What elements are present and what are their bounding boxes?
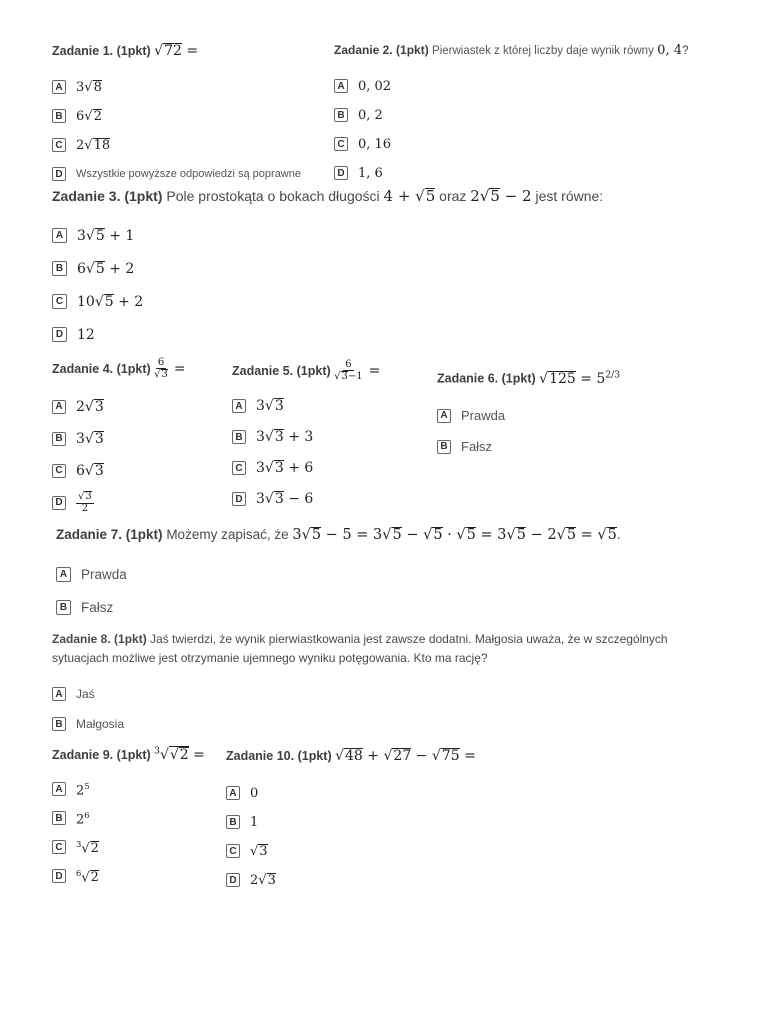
- radicand: 27: [393, 748, 412, 764]
- root-index: 6: [76, 867, 82, 878]
- option-badge: D: [52, 869, 66, 883]
- option-value: Prawda: [461, 408, 506, 424]
- option-b[interactable]: [52, 804, 205, 833]
- option-badge: D: [226, 873, 240, 887]
- radicand: 48: [345, 748, 363, 764]
- option-a[interactable]: A 3√5 + 1: [52, 219, 603, 252]
- numerator: 3: [85, 491, 92, 503]
- question-9-header: Zadanie 9. (1pkt) $^3$√√2 =: [52, 746, 205, 763]
- question-8: [52, 630, 716, 739]
- question-7: [56, 527, 621, 624]
- question-text: Pierwiastek z której liczby daje wynik równy: [432, 45, 654, 57]
- points: (1pkt): [501, 371, 536, 386]
- radicand: 5: [425, 187, 436, 205]
- option-b[interactable]: B 6√2: [52, 102, 301, 131]
- radicand: 5: [95, 260, 105, 277]
- option-a[interactable]: [437, 400, 620, 431]
- option-badge: A: [52, 400, 66, 414]
- points: (1pkt): [124, 188, 163, 204]
- option-badge: C: [334, 137, 348, 151]
- root-index: 3: [154, 746, 160, 757]
- question-5-header: Zadanie 5. (1pkt) $\frac{6}{√3-1}$ =: [232, 359, 381, 382]
- option-badge: B: [52, 717, 66, 731]
- radicand: 5: [490, 187, 500, 205]
- root-index: 3: [76, 838, 82, 849]
- points: (1pkt): [396, 43, 429, 57]
- term: + 2: [113, 293, 144, 310]
- option-badge: C: [232, 461, 246, 475]
- points: (1pkt): [114, 632, 147, 646]
- question-text: Pole prostokąta o bokach długości: [166, 188, 380, 204]
- term: −1: [347, 371, 363, 382]
- question-label: Zadanie 5.: [232, 363, 294, 378]
- radicand: 5: [104, 293, 114, 310]
- radicand: 18: [93, 137, 111, 153]
- option-value: Fałsz: [461, 439, 493, 455]
- coef: 3: [76, 430, 85, 447]
- question-8-header: [52, 630, 716, 668]
- coef: 3: [256, 460, 265, 476]
- option-value: 0, 02: [358, 78, 392, 94]
- base: 2: [76, 782, 85, 798]
- option-a[interactable]: A 3√3: [232, 391, 380, 422]
- option-badge: C: [52, 138, 66, 152]
- equals: =: [186, 43, 199, 59]
- option-badge: C: [52, 464, 66, 478]
- equals: =: [193, 747, 205, 763]
- radicand: 2: [93, 108, 102, 124]
- option-b[interactable]: [226, 808, 476, 837]
- coef: 6: [76, 108, 85, 124]
- option-value: Jaś: [76, 687, 95, 701]
- radicand: 8: [93, 79, 102, 95]
- option-badge: A: [52, 687, 66, 701]
- coef: 3: [77, 227, 86, 244]
- option-badge: A: [226, 786, 240, 800]
- option-a[interactable]: A 3√8: [52, 73, 301, 102]
- option-badge: D: [334, 166, 348, 180]
- term: 2: [470, 187, 480, 205]
- numerator: 6: [157, 357, 165, 368]
- option-c[interactable]: C √3: [226, 837, 476, 866]
- punct: .: [616, 527, 621, 542]
- radicand: 125: [549, 370, 576, 387]
- option-badge: B: [52, 109, 66, 123]
- option-badge: B: [56, 600, 71, 615]
- points: (1pkt): [116, 44, 151, 58]
- term: − 2: [499, 187, 532, 205]
- option-badge: B: [226, 815, 240, 829]
- question-label: Zadanie 6.: [437, 371, 499, 386]
- option-a[interactable]: [226, 779, 476, 808]
- term: + 1: [104, 227, 135, 244]
- option-a[interactable]: A 2√3: [52, 391, 186, 423]
- option-a[interactable]: [52, 775, 205, 804]
- option-value: 1: [250, 814, 259, 830]
- option-b[interactable]: B 3√3: [52, 423, 186, 455]
- radicand: 3: [274, 398, 284, 414]
- equals: =: [173, 360, 186, 377]
- option-badge: B: [232, 430, 246, 444]
- option-badge: B: [52, 811, 66, 825]
- question-2: [334, 43, 689, 188]
- question-3: [52, 187, 603, 351]
- option-d[interactable]: [334, 159, 689, 188]
- option-badge: A: [437, 409, 451, 423]
- option-d[interactable]: [52, 318, 603, 351]
- question-text: Możemy zapisać, że: [166, 527, 289, 542]
- coef: 2: [76, 398, 85, 415]
- option-badge: B: [334, 108, 348, 122]
- term: + 2: [104, 260, 135, 277]
- question-5: [232, 360, 380, 515]
- question-text: sytuacjach możliwe jest otrzymanie ujemnego wyniku potęgowania. Kto ma rację?: [52, 651, 488, 665]
- base: 2: [76, 811, 85, 827]
- option-badge: A: [52, 80, 66, 94]
- option-value: Fałsz: [81, 600, 114, 616]
- coef: 10: [77, 293, 95, 310]
- question-9: [52, 746, 205, 891]
- option-badge: B: [52, 432, 66, 446]
- term: + 3: [283, 429, 314, 445]
- radicand: 75: [441, 748, 460, 764]
- option-badge: D: [52, 167, 66, 181]
- radicand: 3: [274, 429, 284, 445]
- equals: =: [368, 362, 381, 379]
- radicand: 2: [90, 840, 99, 856]
- question-label: Zadanie 7.: [56, 527, 123, 542]
- question-3-header: Zadanie 3. (1pkt) Pole prostokąta o bokach długości 4 + √5 oraz 2√5 − 2 jest równe:: [52, 187, 604, 205]
- option-c[interactable]: C $^3$√2: [52, 833, 205, 862]
- question-label: Zadanie 1.: [52, 44, 114, 58]
- question-6: [437, 370, 620, 462]
- radicand: 3: [274, 491, 284, 507]
- denominator: 3: [341, 371, 348, 382]
- option-c[interactable]: [334, 130, 689, 159]
- coef: 3: [76, 79, 85, 95]
- question-label: Zadanie 10.: [226, 749, 295, 763]
- punct: ?: [681, 43, 689, 57]
- question-text: oraz: [439, 188, 467, 204]
- exponent: 5: [84, 780, 90, 791]
- question-label: Zadanie 2.: [334, 43, 393, 57]
- radicand: 3: [94, 430, 104, 447]
- option-badge: C: [52, 840, 66, 854]
- coef: 3: [256, 429, 265, 445]
- radicand: 3: [267, 872, 276, 888]
- option-d[interactable]: [52, 160, 301, 189]
- option-badge: B: [437, 440, 451, 454]
- question-text: Jaś twierdzi, że wynik pierwiastkowania jest zawsze dodatni. Małgosia uważa, że w szczególnych: [150, 632, 668, 646]
- question-label: Zadanie 3.: [52, 188, 121, 204]
- coef: 3: [256, 491, 265, 507]
- value: 0, 4: [657, 43, 682, 58]
- option-d[interactable]: D 3√3 − 6: [232, 484, 380, 515]
- question-1-header: Zadanie 1. (1pkt) √72 =: [52, 43, 199, 59]
- option-b[interactable]: [334, 101, 689, 130]
- option-c[interactable]: C 3√3 + 6: [232, 453, 380, 484]
- coef: 2: [250, 872, 259, 888]
- points: (1pkt): [125, 527, 163, 542]
- radicand: 3: [94, 398, 104, 415]
- option-badge: C: [226, 844, 240, 858]
- option-badge: A: [232, 399, 246, 413]
- radicand: 3: [274, 460, 284, 476]
- option-value: 0: [250, 785, 259, 801]
- radicand: 5: [95, 227, 105, 244]
- option-value: 0, 2: [358, 107, 383, 123]
- radicand: 3: [94, 462, 104, 479]
- option-b[interactable]: [56, 591, 621, 624]
- coef: 3: [256, 398, 265, 414]
- numerator: 6: [345, 359, 352, 370]
- option-a[interactable]: [56, 558, 621, 591]
- option-badge: A: [52, 228, 67, 243]
- option-badge: B: [52, 261, 67, 276]
- question-1: [52, 43, 301, 189]
- radicand: 3: [259, 843, 268, 859]
- equation: 3√5 − 5 = 3√5 − √5 · √5 = 3√5 − 2√5 = √5: [292, 527, 617, 543]
- option-badge: D: [232, 492, 246, 506]
- exponent: 2/3: [605, 370, 620, 380]
- question-text: jest równe:: [535, 188, 604, 204]
- question-label: Zadanie 9.: [52, 748, 114, 762]
- question-7-header: [56, 527, 621, 544]
- question-6-header: Zadanie 6. (1pkt) $√125 = 5^{2/3}$: [437, 370, 620, 387]
- option-b[interactable]: [437, 431, 620, 462]
- question-label: Zadanie 4.: [52, 361, 114, 376]
- equals: =: [464, 748, 476, 764]
- option-badge: D: [52, 327, 67, 342]
- coef: 6: [77, 260, 86, 277]
- points: (1pkt): [116, 361, 151, 376]
- option-b[interactable]: B 6√5 + 2: [52, 252, 603, 285]
- question-2-header: [334, 43, 689, 59]
- question-4-header: Zadanie 4. (1pkt) $\frac{6}{√3}$ =: [52, 357, 186, 380]
- option-badge: A: [56, 567, 71, 582]
- option-value: 1, 6: [358, 165, 383, 181]
- option-value: 0, 16: [358, 136, 392, 152]
- option-a[interactable]: [334, 72, 689, 101]
- coef: 6: [76, 462, 85, 479]
- option-badge: A: [334, 79, 348, 93]
- option-value: 12: [77, 326, 95, 343]
- option-value: Małgosia: [76, 717, 125, 731]
- option-c[interactable]: C 6√3: [52, 455, 186, 487]
- points: (1pkt): [116, 748, 151, 762]
- option-badge: D: [52, 496, 66, 510]
- exponent: 6: [84, 809, 90, 820]
- radicand: 2: [90, 869, 99, 885]
- option-value: Prawda: [81, 567, 127, 583]
- option-badge: A: [52, 782, 66, 796]
- radicand: 72: [164, 43, 182, 59]
- term: + 6: [283, 460, 314, 476]
- points: (1pkt): [297, 749, 332, 763]
- term: 4 +: [383, 187, 416, 205]
- option-d[interactable]: D 2√3: [226, 866, 476, 895]
- option-b[interactable]: B 3√3 + 3: [232, 422, 380, 453]
- question-label: Zadanie 8.: [52, 632, 111, 646]
- option-c[interactable]: C 2√18: [52, 131, 301, 160]
- denominator: 3: [161, 369, 168, 380]
- option-text: Wszystkie powyższe odpowiedzi są poprawne: [76, 168, 301, 181]
- term: − 6: [283, 491, 314, 507]
- question-10: [226, 748, 476, 895]
- radicand: 2: [179, 747, 189, 763]
- option-d[interactable]: D $^6$√2: [52, 862, 205, 891]
- option-a[interactable]: [52, 679, 716, 709]
- option-badge: C: [52, 294, 67, 309]
- points: (1pkt): [296, 363, 331, 378]
- denominator: 2: [81, 502, 89, 514]
- coef: 2: [76, 137, 85, 153]
- option-b[interactable]: [52, 709, 716, 739]
- option-c[interactable]: C 10√5 + 2: [52, 285, 603, 318]
- question-4: [52, 358, 186, 519]
- option-d[interactable]: D $\frac{√3}{2}$: [52, 487, 186, 519]
- term: = 5: [575, 370, 606, 387]
- question-10-header: Zadanie 10. (1pkt) √48 + √27 − √75 =: [226, 748, 476, 764]
